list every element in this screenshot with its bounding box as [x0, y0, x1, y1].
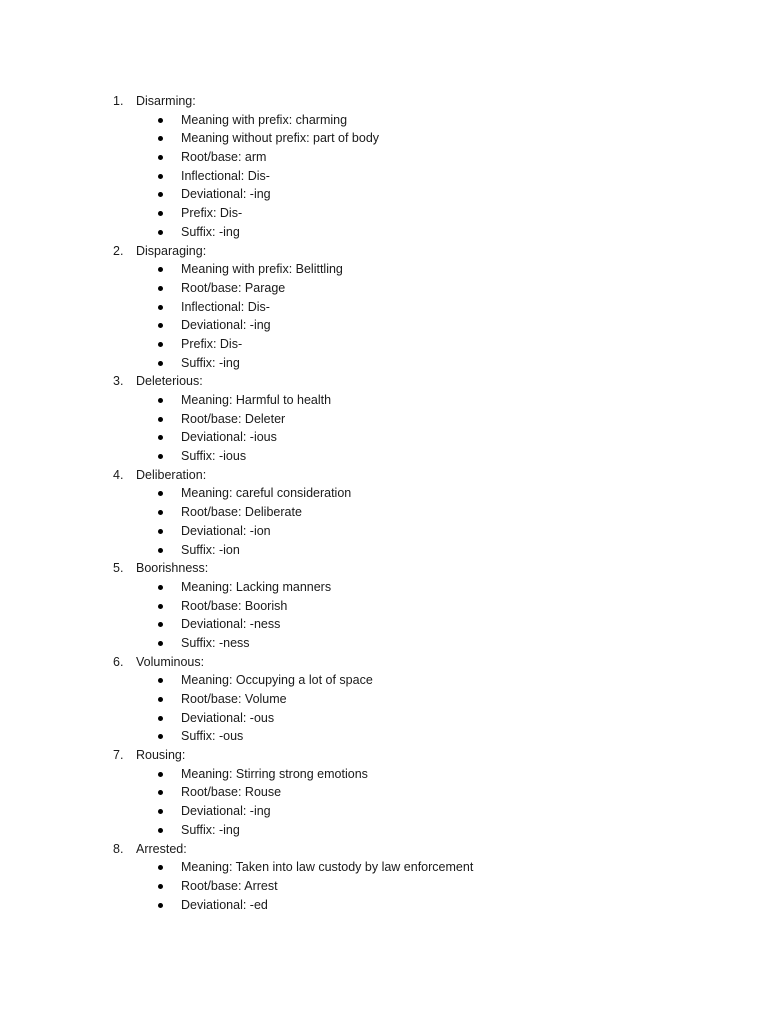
detail-text: Suffix: -ing: [181, 224, 240, 239]
bullet-icon: [158, 267, 163, 272]
entry-word: Disparaging:: [136, 243, 207, 258]
bullet-icon: [158, 118, 163, 123]
bullet-icon: [158, 604, 163, 609]
bullet-icon: [158, 174, 163, 179]
detail-text: Suffix: -ing: [181, 355, 240, 370]
entry-number: 6.: [113, 654, 124, 669]
detail-text: Meaning with prefix: Belittling: [181, 262, 343, 277]
bullet-icon: [158, 678, 163, 683]
detail-text: Deviational: -ed: [181, 897, 268, 912]
bullet-icon: [158, 454, 163, 459]
bullet-icon: [158, 884, 163, 889]
detail-text: Root/base: Deliberate: [181, 505, 302, 520]
detail-text: Meaning: Lacking manners: [181, 579, 332, 594]
bullet-icon: [158, 585, 163, 590]
bullet-icon: [158, 491, 163, 496]
bullet-icon: [158, 398, 163, 403]
detail-text: Deviational: -ing: [181, 318, 271, 333]
detail-text: Meaning: careful consideration: [181, 486, 352, 501]
detail-text: Deviational: -ion: [181, 523, 271, 538]
bullet-icon: [158, 305, 163, 310]
bullet-icon: [158, 529, 163, 534]
bullet-icon: [158, 734, 163, 739]
bullet-icon: [158, 790, 163, 795]
detail-text: Root/base: Parage: [181, 280, 286, 295]
detail-text: Inflectional: Dis-: [181, 168, 270, 183]
detail-text: Root/base: Volume: [181, 692, 287, 706]
bullet-icon: [158, 230, 163, 235]
detail-text: Suffix: -ious: [181, 449, 247, 464]
entry-number: 7.: [113, 748, 124, 763]
bullet-icon: [158, 155, 163, 160]
detail-text: Deviational: -ness: [181, 617, 281, 632]
entry-word: Arrested:: [136, 841, 187, 856]
detail-text: Meaning: Occupying a lot of space: [181, 673, 373, 688]
detail-text: Meaning: Harmful to health: [181, 393, 332, 407]
detail-text: Root/base: Rouse: [181, 785, 282, 800]
entry-word: Boorishness:: [136, 561, 209, 576]
entry-number: 3.: [113, 374, 124, 389]
bullet-icon: [158, 211, 163, 216]
detail-text: Suffix: -ness: [181, 635, 250, 650]
detail-text: Prefix: Dis-: [181, 206, 243, 221]
entry-word: Deliberation:: [136, 467, 207, 482]
bullet-icon: [158, 697, 163, 702]
bullet-icon: [158, 622, 163, 627]
entry-word: Voluminous:: [136, 654, 205, 669]
detail-text: Prefix: Dis-: [181, 336, 243, 351]
detail-text: Suffix: -ion: [181, 542, 240, 557]
detail-text: Suffix: -ous: [181, 729, 244, 744]
entry-word: Deleterious:: [136, 374, 203, 389]
bullet-icon: [158, 510, 163, 515]
detail-text: Root/base: Boorish: [181, 598, 288, 613]
entry-word: Rousing:: [136, 748, 186, 763]
entry-number: 8.: [113, 841, 124, 856]
bullet-icon: [158, 361, 163, 366]
detail-text: Meaning: Stirring strong emotions: [181, 766, 368, 781]
bullet-icon: [158, 828, 163, 833]
bullet-icon: [158, 192, 163, 197]
detail-text: Inflectional: Dis-: [181, 299, 270, 314]
bullet-icon: [158, 417, 163, 422]
entry-number: 4.: [113, 467, 124, 482]
detail-text: Root/base: Deleter: [181, 411, 286, 426]
detail-text: Meaning: Taken into law custody by law enforcement: [181, 860, 474, 875]
bullet-icon: [158, 772, 163, 777]
bullet-icon: [158, 548, 163, 553]
detail-text: Deviational: -ous: [181, 710, 275, 725]
detail-text: Deviational: -ing: [181, 187, 271, 202]
bullet-icon: [158, 716, 163, 721]
detail-text: Deviational: -ing: [181, 804, 271, 819]
bullet-icon: [158, 865, 163, 870]
entry-number: 1.: [113, 94, 124, 108]
entry-number: 2.: [113, 243, 124, 258]
bullet-icon: [158, 641, 163, 646]
entry-number: 5.: [113, 561, 124, 576]
bullet-icon: [158, 435, 163, 440]
bullet-icon: [158, 809, 163, 814]
detail-text: Suffix: -ing: [181, 822, 240, 837]
detail-text: Meaning with prefix: charming: [181, 112, 348, 127]
detail-text: Meaning without prefix: part of body: [181, 131, 380, 146]
bullet-icon: [158, 286, 163, 291]
entry-word: Disarming:: [136, 94, 196, 108]
bullet-icon: [158, 323, 163, 328]
bullet-icon: [158, 342, 163, 347]
detail-text: Root/base: Arrest: [181, 878, 278, 893]
bullet-icon: [158, 903, 163, 908]
detail-text: Deviational: -ious: [181, 430, 277, 445]
bullet-icon: [158, 136, 163, 141]
detail-text: Root/base: arm: [181, 150, 267, 165]
